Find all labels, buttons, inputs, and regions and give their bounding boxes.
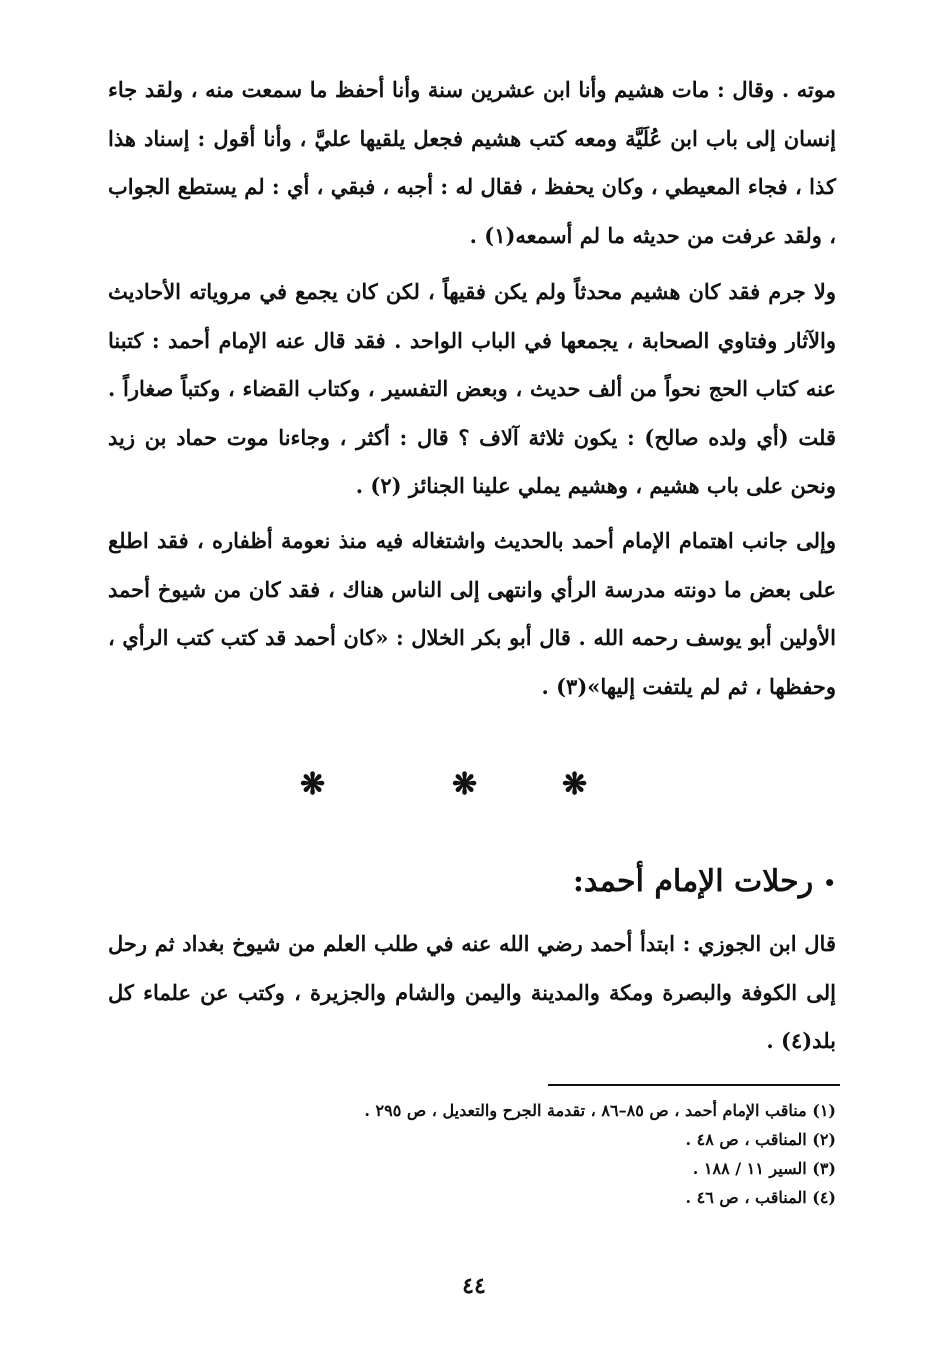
section-heading-text: رحلات الإمام أحمد: xyxy=(572,864,814,899)
body-paragraph-3: وإلى جانب اهتمام الإمام أحمد بالحديث واشتغاله فيه منذ نعومة أظفاره ، فقد اطلع على بعض ما دونته مدرسة الرأي وانتهى إلى الناس هناك ، فقد كان من شيوخ أحمد الأولين أبو يوسف رحمه الله . قال أبو بكر الخلال : «كان أحمد قد كتب كتب الرأي ، وحفظها ، ثم لم يلتفت إليها»(٣) . xyxy=(108,528,836,699)
footnote-4: (٤) المناقب ، ص ٤٦ . xyxy=(685,1188,836,1207)
heading-bullet: • xyxy=(823,871,836,895)
footnote-2: (٢) المناقب ، ص ٤٨ . xyxy=(685,1130,836,1149)
section-heading xyxy=(573,858,836,907)
footnote-divider xyxy=(548,1084,840,1086)
body-paragraph-4: قال ابن الجوزي : ابتدأ أحمد رضي الله عنه في طلب العلم من شيوخ بغداد ثم رحل إلى الكوفة والبصرة ومكة والمدينة واليمن والشام والجزيرة ، وكتب عن علماء كل بلد(٤) . xyxy=(108,931,836,1053)
body-paragraph-2: ولا جرم فقد كان هشيم محدثاً ولم يكن فقيهاً ، لكن كان يجمع في مروياته الأحاديث والآثار وفتاوي الصحابة ، يجمعها في الباب الواحد . فقد قال عنه الإمام أحمد : كتبنا عنه كتاب الحج نحواً من ألف حديث ، وبعض التفسير ، وكتاب القضاء ، وكتباً صغاراً . قلت (أي ولده صالح) : يكون ثلاثة آلاف ؟ قال : أكثر ، وجاءنا موت حماد بن زيد ونحن على باب هشيم ، وهشيم يملي علينا الجنائز (٢) . xyxy=(108,279,836,498)
page-number: ٤٤ xyxy=(462,1273,486,1299)
section-separator xyxy=(0,760,948,810)
footnote-1: (١) مناقب الإمام أحمد ، ص ٨٥–٨٦ ، تقدمة الجرح والتعديل ، ص ٢٩٥ . xyxy=(364,1101,836,1120)
separator-asterisk: ❋ xyxy=(452,767,478,802)
body-paragraph-1: موته . وقال : مات هشيم وأنا ابن عشرين سنة وأنا أحفظ ما سمعت منه ، ولقد جاء إنسان إلى باب ابن عُلَيَّة ومعه كتب هشيم فجعل يلقيها عليَّ ، وأنا أقول : إسناد هذا كذا ، فجاء المعيطي ، وكان يحفظ ، فقال له : أجبه ، فبقي ، أي : لم يستطع الجواب ، ولقد عرفت من حديثه ما لم أسمعه(١) . xyxy=(108,77,836,248)
footnotes-list xyxy=(108,1096,836,1212)
separator-asterisk: ❋ xyxy=(562,767,588,802)
separator-asterisk: ❋ xyxy=(300,767,326,802)
footnote-3: (٣) السير ١١ / ١٨٨ . xyxy=(692,1159,836,1178)
